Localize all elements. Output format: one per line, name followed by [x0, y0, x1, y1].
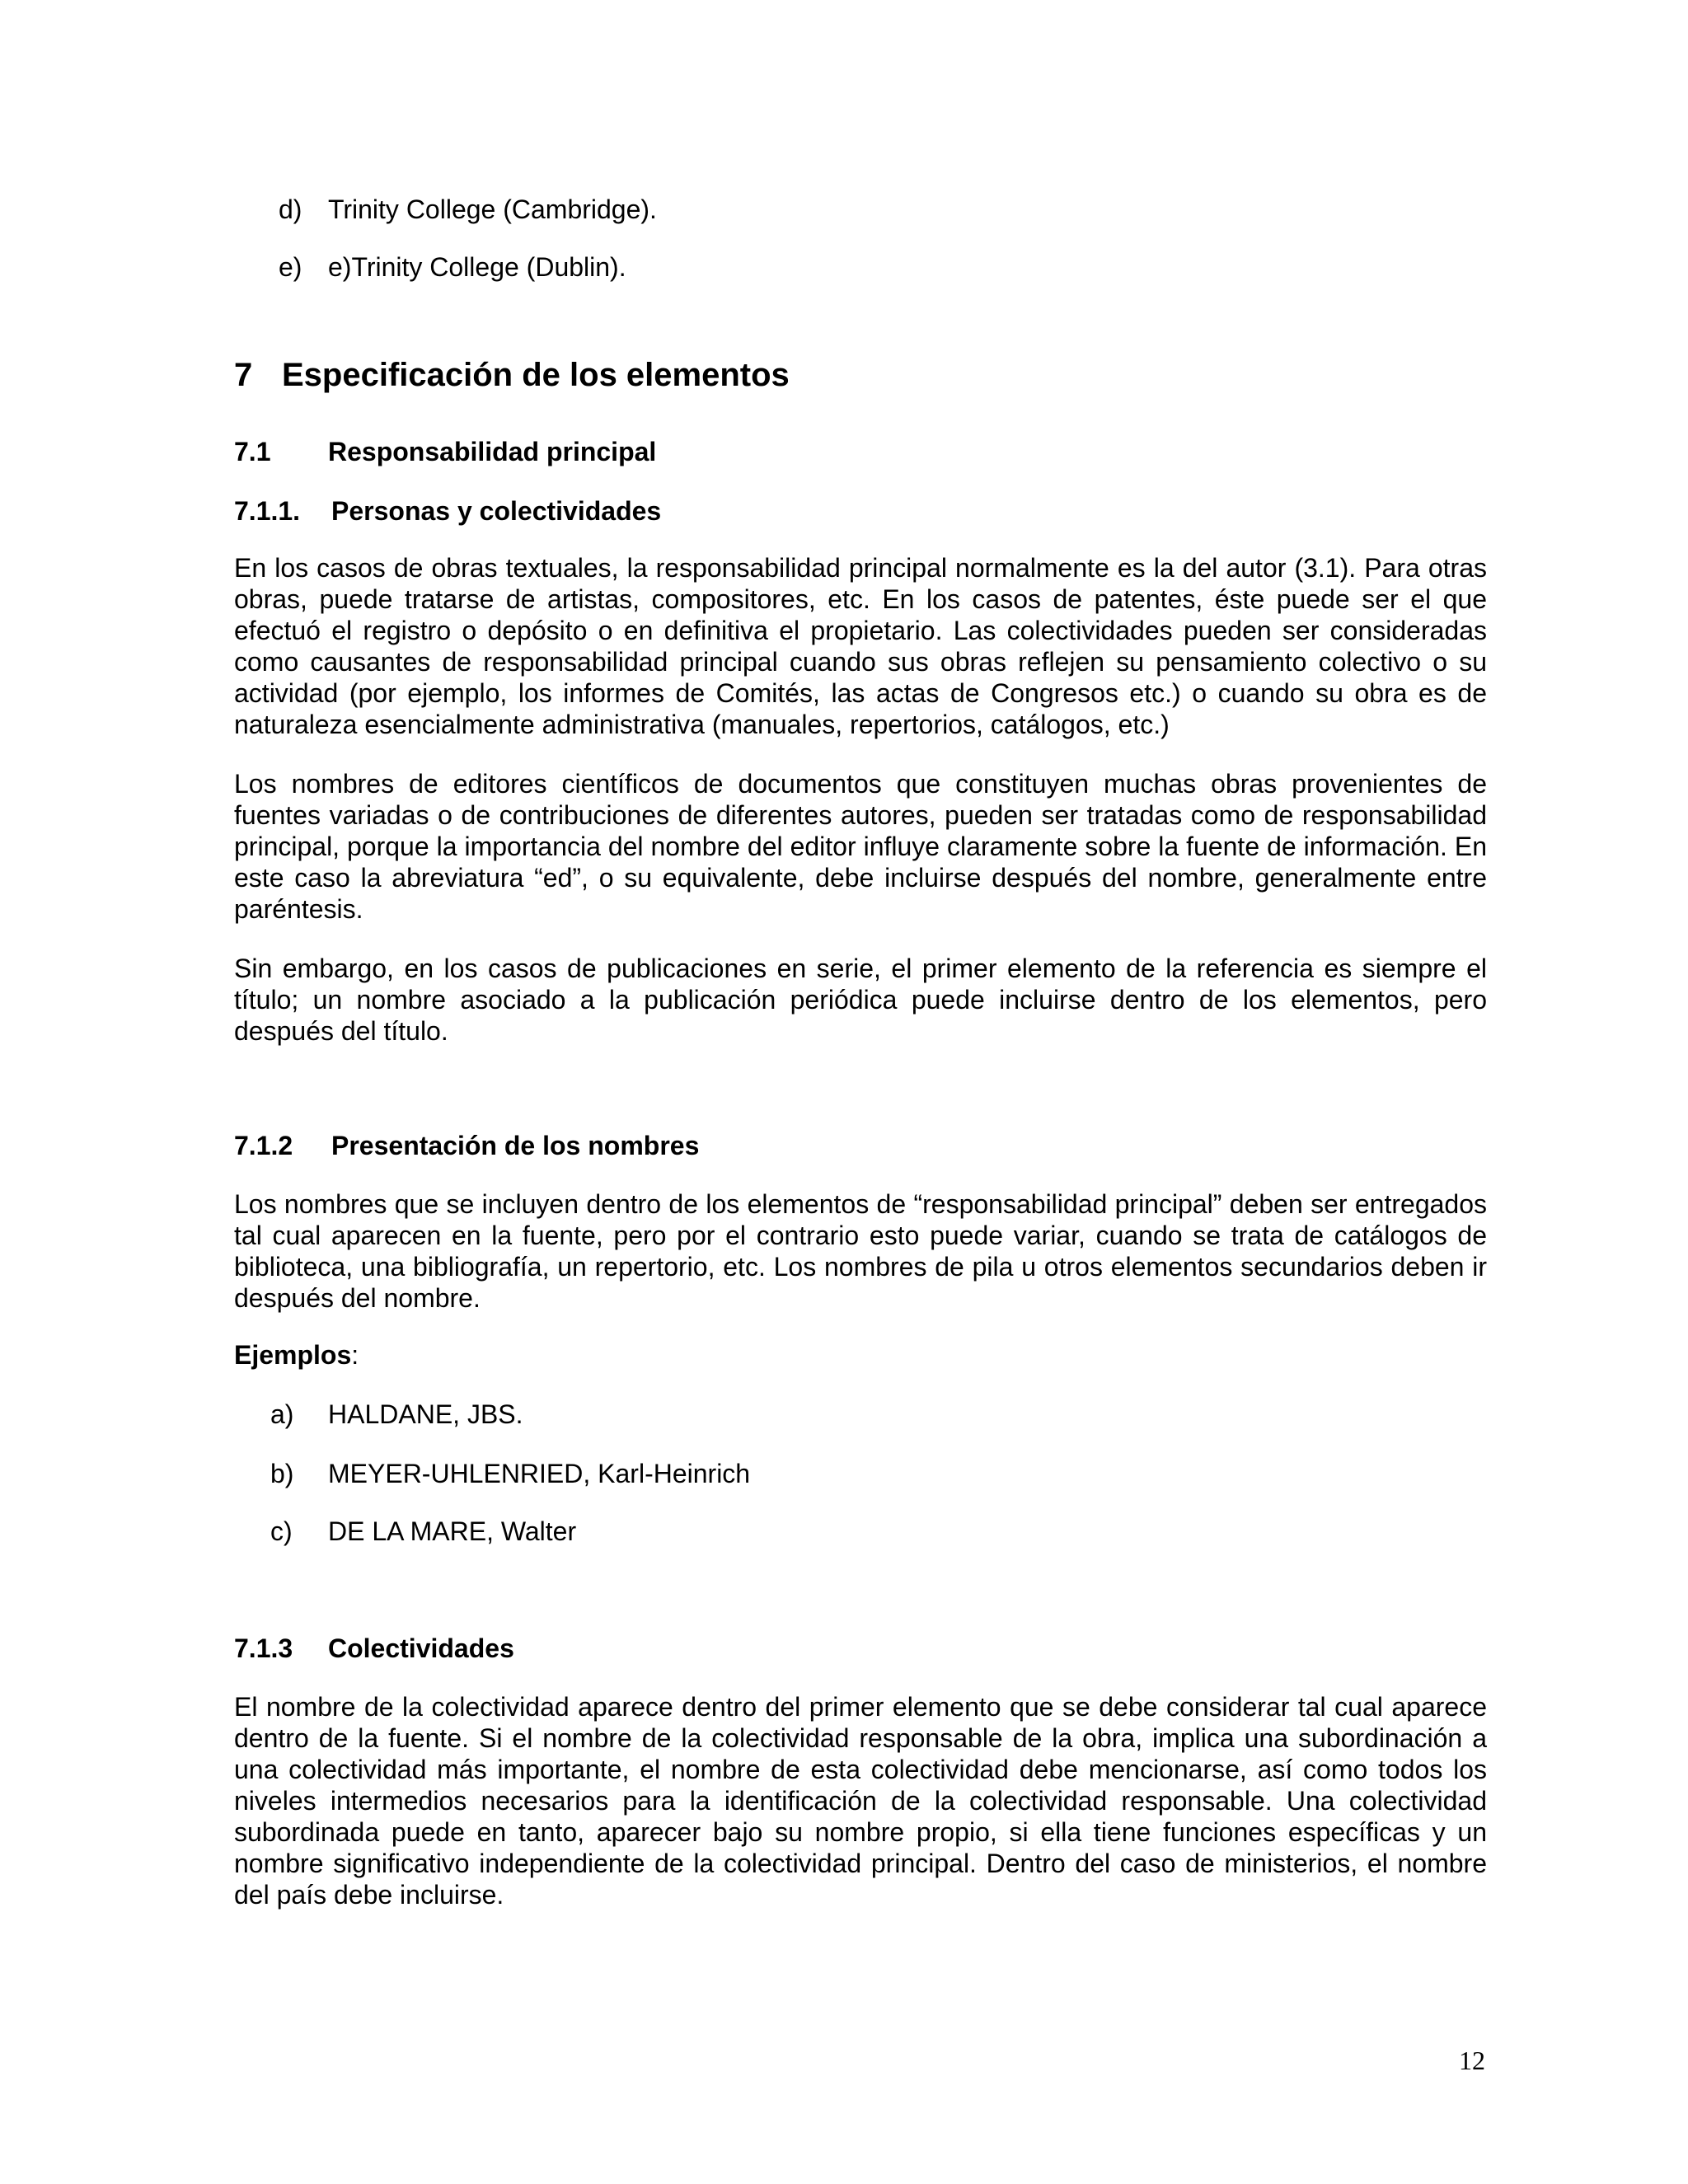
- examples-label-text: Ejemplos: [234, 1340, 352, 1370]
- subsection-title: Personas y colectividades: [331, 496, 662, 526]
- list-marker: d): [279, 194, 302, 224]
- list-item-text: HALDANE, JBS.: [328, 1399, 523, 1429]
- list-item-text: MEYER-UHLENRIED, Karl-Heinrich: [328, 1459, 751, 1488]
- subsection-title: Colectividades: [328, 1633, 514, 1663]
- examples-label-colon: :: [351, 1340, 359, 1370]
- paragraph: El nombre de la colectividad aparece dentro del primer elemento que se debe considerar tal cual aparece dentro de la fuente. Si el nombre de la colectividad responsable de la obra, implica una subordinación a una colectividad más importante, el nombre de esta colectividad debe mencionarse, así como todos los niveles intermedios necesarios para la identificación de la colectividad responsable. Una colectividad subordinada puede en tanto, aparecer bajo su nombre propio, si ella tiene funciones específicas y un nombre significativo independiente de la colectividad principal. Dentro del caso de ministerios, el nombre del país debe incluirse.: [234, 1692, 1487, 1910]
- section-title: Especificación de los elementos: [282, 357, 790, 393]
- list-marker: c): [270, 1516, 293, 1546]
- section-number: 7: [234, 357, 253, 393]
- list-item-text: Trinity College (Cambridge).: [328, 194, 657, 224]
- paragraph: Los nombres de editores científicos de documentos que constituyen muchas obras provenientes de fuentes variadas o de contribuciones de diferentes autores, pueden ser tratadas como de responsabilidad principal, porque la importancia del nombre del editor influye claramente sobre la fuente de información. En este caso la abreviatura “ed”, o su equivalente, debe incluirse después del nombre, generalmente entre paréntesis.: [234, 769, 1487, 924]
- subsection-number: 7.1: [234, 437, 271, 466]
- list-marker: e): [279, 252, 302, 282]
- paragraph: Sin embargo, en los casos de publicaciones en serie, el primer elemento de la referencia es siempre el título; un nombre asociado a la publicación periódica puede incluirse dentro de los elementos, pero después del título.: [234, 954, 1487, 1046]
- page-number: 12: [1459, 2046, 1485, 2075]
- list-marker: b): [270, 1459, 294, 1488]
- list-item-text: e)Trinity College (Dublin).: [328, 252, 626, 282]
- subsection-number: 7.1.3: [234, 1633, 293, 1663]
- paragraph: Los nombres que se incluyen dentro de los elementos de “responsabilidad principal” deben ser entregados tal cual aparecen en la fuente, pero por el contrario esto puede variar, cuando se trata de catálogos de biblioteca, una bibliografía, un repertorio, etc. Los nombres de pila u otros elementos secundarios deben ir después del nombre.: [234, 1189, 1487, 1313]
- list-marker: a): [270, 1399, 294, 1429]
- examples-label: [234, 1338, 359, 1371]
- subsection-title: Presentación de los nombres: [331, 1131, 700, 1160]
- subsection-title: Responsabilidad principal: [328, 437, 657, 466]
- list-item-text: DE LA MARE, Walter: [328, 1516, 577, 1546]
- subsection-number: 7.1.2: [234, 1131, 293, 1160]
- subsection-number: 7.1.1.: [234, 496, 301, 526]
- paragraph: En los casos de obras textuales, la responsabilidad principal normalmente es la del autor (3.1). Para otras obras, puede tratarse de artistas, compositores, etc. En los casos de patentes, éste puede ser el que efectuó el registro o depósito o en definitiva el propietario. Las colectividades pueden ser consideradas como causantes de responsabilidad principal cuando sus obras reflejen su pensamiento colectivo o su actividad (por ejemplo, los informes de Comités, las actas de Congresos etc.) o cuando su obra es de naturaleza esencialmente administrativa (manuales, repertorios, catálogos, etc.): [234, 553, 1487, 739]
